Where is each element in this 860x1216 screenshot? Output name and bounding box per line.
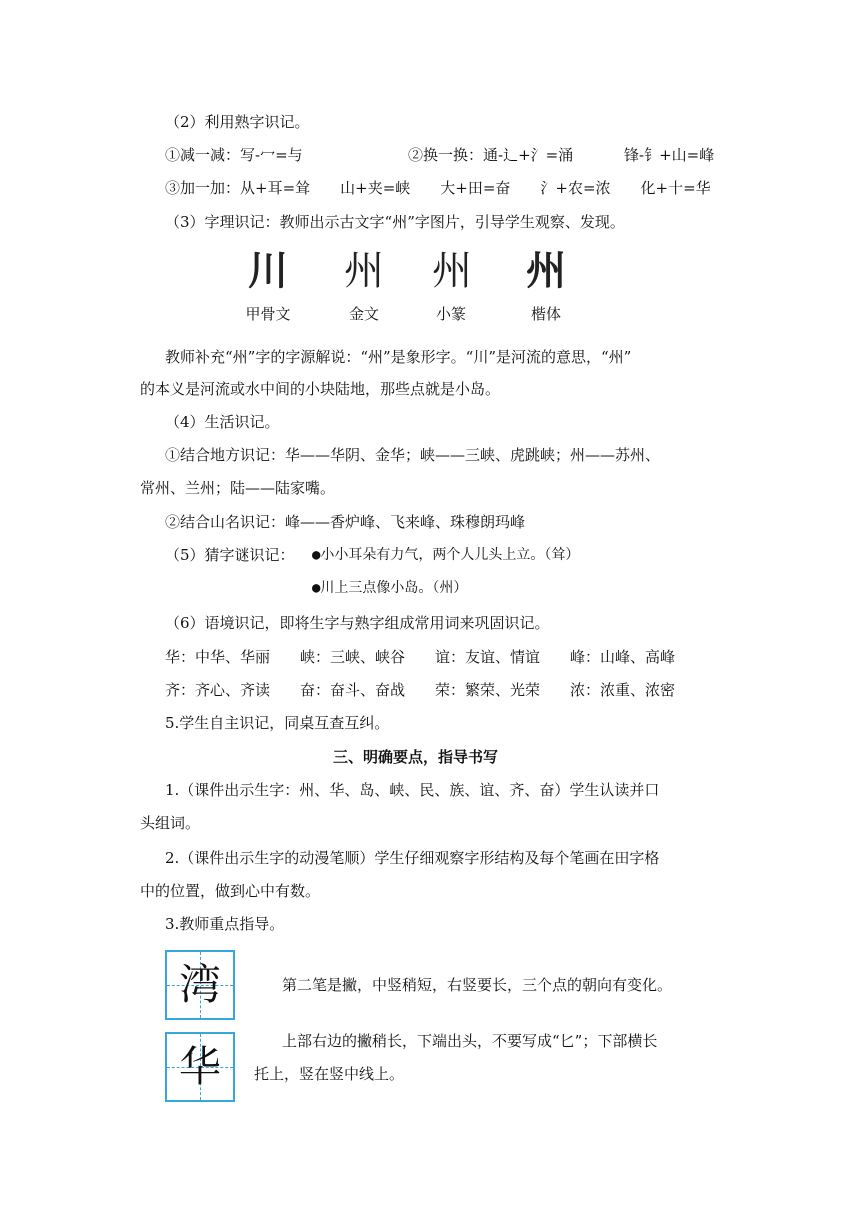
text-line: 5.学生自主识记，同桌互查互纠。 [165, 714, 390, 732]
text-line: 托上，竖在竖中线上。 [254, 1065, 405, 1083]
text-line: ②换一换：通-辶+氵=涌 [408, 146, 574, 164]
text-line: ①结合地方识记：华——华阴、金华；峡——三峡、虎跳峡；州——苏州、 [165, 446, 661, 464]
tianzige-grid [165, 1032, 235, 1102]
grid-character: 华 [178, 1042, 221, 1091]
text-line: 2.（课件出示生字的动漫笔顺）学生仔细观察字形结构及每个笔画在田字格 [165, 849, 660, 867]
grid-character: 湾 [178, 960, 221, 1009]
section-heading: 三、明确要点，指导书写 [333, 748, 499, 766]
text-line: 3.教师重点指导。 [165, 915, 285, 933]
regular-glyph: 州 [526, 247, 566, 294]
riddle-line: ●小小耳朵有力气，两个人儿头上立。（耸） [312, 547, 580, 563]
oracle-bone-glyph: 川 [248, 248, 288, 294]
text-line: 上部右边的撇稍长，下端出头，不要写成“匕”；下部横长 [282, 1032, 658, 1050]
script-item [516, 246, 576, 324]
text-line: 华：中华、华丽 峡：三峡、峡谷 谊：友谊、情谊 峰：山峰、高峰 [165, 648, 676, 666]
text-line: （3）字理识记：教师出示古文字“州”字图片，引导学生观察、发现。 [165, 213, 625, 231]
seal-glyph: 州 [432, 248, 470, 294]
text-line: 头组词。 [140, 814, 201, 832]
text-line: 中的位置，做到心中有数。 [140, 882, 321, 900]
bronze-glyph: 州 [344, 248, 384, 294]
text-line: ③加一加：从+耳=耸 山+夹=峡 大+田=奋 氵+农=浓 化+十=华 [165, 179, 711, 197]
script-caption: 甲骨文 [245, 305, 291, 323]
text-line: 常州、兰州；陆——陆家嘴。 [140, 479, 336, 497]
script-caption: 金文 [348, 305, 379, 323]
text-line: 教师补充“州”字的字源解说：“州”是象形字。“川”是河流的意思，“州” [165, 348, 632, 366]
text-line: ①减一减：写-冖=与 [165, 146, 303, 164]
text-line: 第二笔是撇，中竖稍短，右竖要长，三个点的朝向有变化。 [282, 976, 673, 994]
text-line: 齐：齐心、齐读 奋：奋斗、奋战 荣：繁荣、光荣 浓：浓重、浓密 [165, 681, 676, 699]
tianzige-grid [165, 950, 235, 1020]
text-line: 1.（课件出示生字：州、华、岛、峡、民、族、谊、齐、奋）学生认读并口 [165, 781, 660, 799]
text-line: （2）利用熟字识记。 [165, 113, 310, 131]
script-item [334, 246, 394, 324]
text-line: ②结合山名识记：峰——香炉峰、飞来峰、珠穆朗玛峰 [165, 513, 526, 531]
script-item [421, 246, 481, 324]
script-caption: 楷体 [530, 305, 561, 323]
script-item [238, 246, 298, 324]
text-line: 的本义是河流或水中间的小块陆地，那些点就是小岛。 [140, 380, 501, 398]
text-line: （5）猜字谜识记： [165, 546, 295, 564]
script-caption: 小篆 [435, 305, 466, 323]
riddle-line: ●川上三点像小岛。（州） [312, 580, 468, 596]
text-line: （6）语境识记，即将生字与熟字组成常用词来巩固识记。 [165, 614, 550, 632]
text-line: 锋-钅+山=峰 [624, 146, 715, 164]
text-line: （4）生活识记。 [165, 413, 280, 431]
